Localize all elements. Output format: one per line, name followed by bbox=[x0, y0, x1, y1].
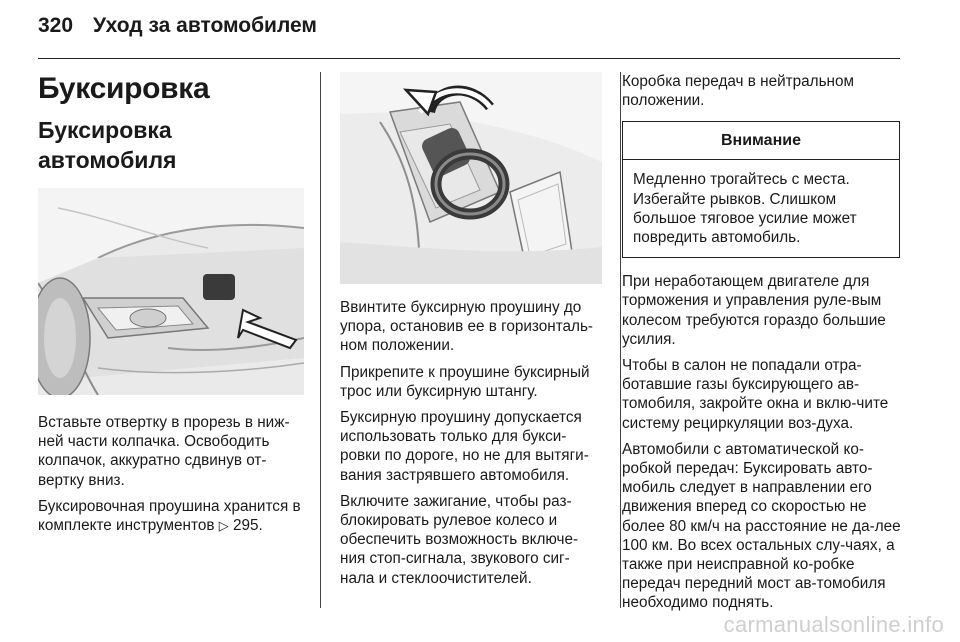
instruction-text: Вставьте отвертку в прорезь в ниж-ней части колпачка. Освободить колпачок, аккуратно сдвинув от-вертку вниз. bbox=[38, 414, 290, 489]
ignition-text: Включите зажигание, чтобы раз-блокировать рулевое колесо и обеспечить возможность включе-ния стоп-сигнала, звукового сиг-нала и стеклоочистителей. bbox=[340, 492, 579, 587]
storage-note: Буксировочная проушина хранится в комплекте инструментов ▷ 295. bbox=[38, 497, 301, 535]
page-header bbox=[38, 14, 317, 44]
warning-body bbox=[623, 160, 899, 257]
column-1 bbox=[38, 72, 304, 543]
column-divider-1 bbox=[320, 72, 321, 608]
page-ref-arrow-icon: ▷ bbox=[218, 519, 229, 535]
warning-title: Внимание bbox=[623, 122, 899, 160]
usage-limit-text: Буксирную проушину допускается использовать только для букси-ровки по дороге, но не для вытяги-вания застрявшего автомобиля. bbox=[340, 409, 589, 484]
page-reference[interactable]: 295. bbox=[232, 517, 263, 535]
section-heading: Буксировка bbox=[38, 72, 210, 105]
chapter-title: Уход за автомобилем bbox=[93, 14, 317, 37]
warning-text: Медленно трогайтесь с места. Избегайте рывков. Слишком большое тяговое усилие может повредить автомобиль. bbox=[633, 171, 857, 247]
warning-box bbox=[622, 121, 900, 258]
engine-off-text: При неработающем двигателе для торможения и управления руле-вым колесом требуются гораздо большие усилия. bbox=[622, 273, 886, 348]
screw-in-text: Ввинтите буксирную проушину до упора, остановив ее в горизонталь-ном положении. bbox=[340, 299, 594, 355]
watermark: carmanualsonline.info bbox=[723, 612, 944, 637]
bumper-cap-illustration bbox=[38, 188, 304, 395]
automatic-gearbox-text: Автомобили с автоматической ко-робкой передач: Буксировать авто-мобиль следует в направлении его движения вперед со скоростью не более 80 км/ч на расстояние не да-лее 100 км. Во всех остальных слу-чаях, а также при неисправной ко-робке передач передний мост ав-томобиля необходимо поднять. bbox=[622, 440, 901, 612]
exhaust-text: Чтобы в салон не попадали отра-ботавшие газы буксирующего ав-томобиля, закройте окна и вклю-чите систему рециркуляции воз-духа. bbox=[622, 357, 889, 432]
tow-eye-illustration bbox=[340, 72, 602, 284]
page-number: 320 bbox=[38, 14, 74, 37]
subsection-heading: Буксировка автомобиля bbox=[38, 117, 177, 173]
attach-rope-text: Прикрепите к проушине буксирный трос или буксирную штангу. bbox=[340, 363, 590, 400]
column-3 bbox=[622, 72, 902, 620]
neutral-text: Коробка передач в нейтральном положении. bbox=[622, 73, 855, 110]
header-divider bbox=[38, 58, 900, 59]
column-divider-2 bbox=[620, 72, 621, 608]
column-2 bbox=[340, 72, 602, 595]
